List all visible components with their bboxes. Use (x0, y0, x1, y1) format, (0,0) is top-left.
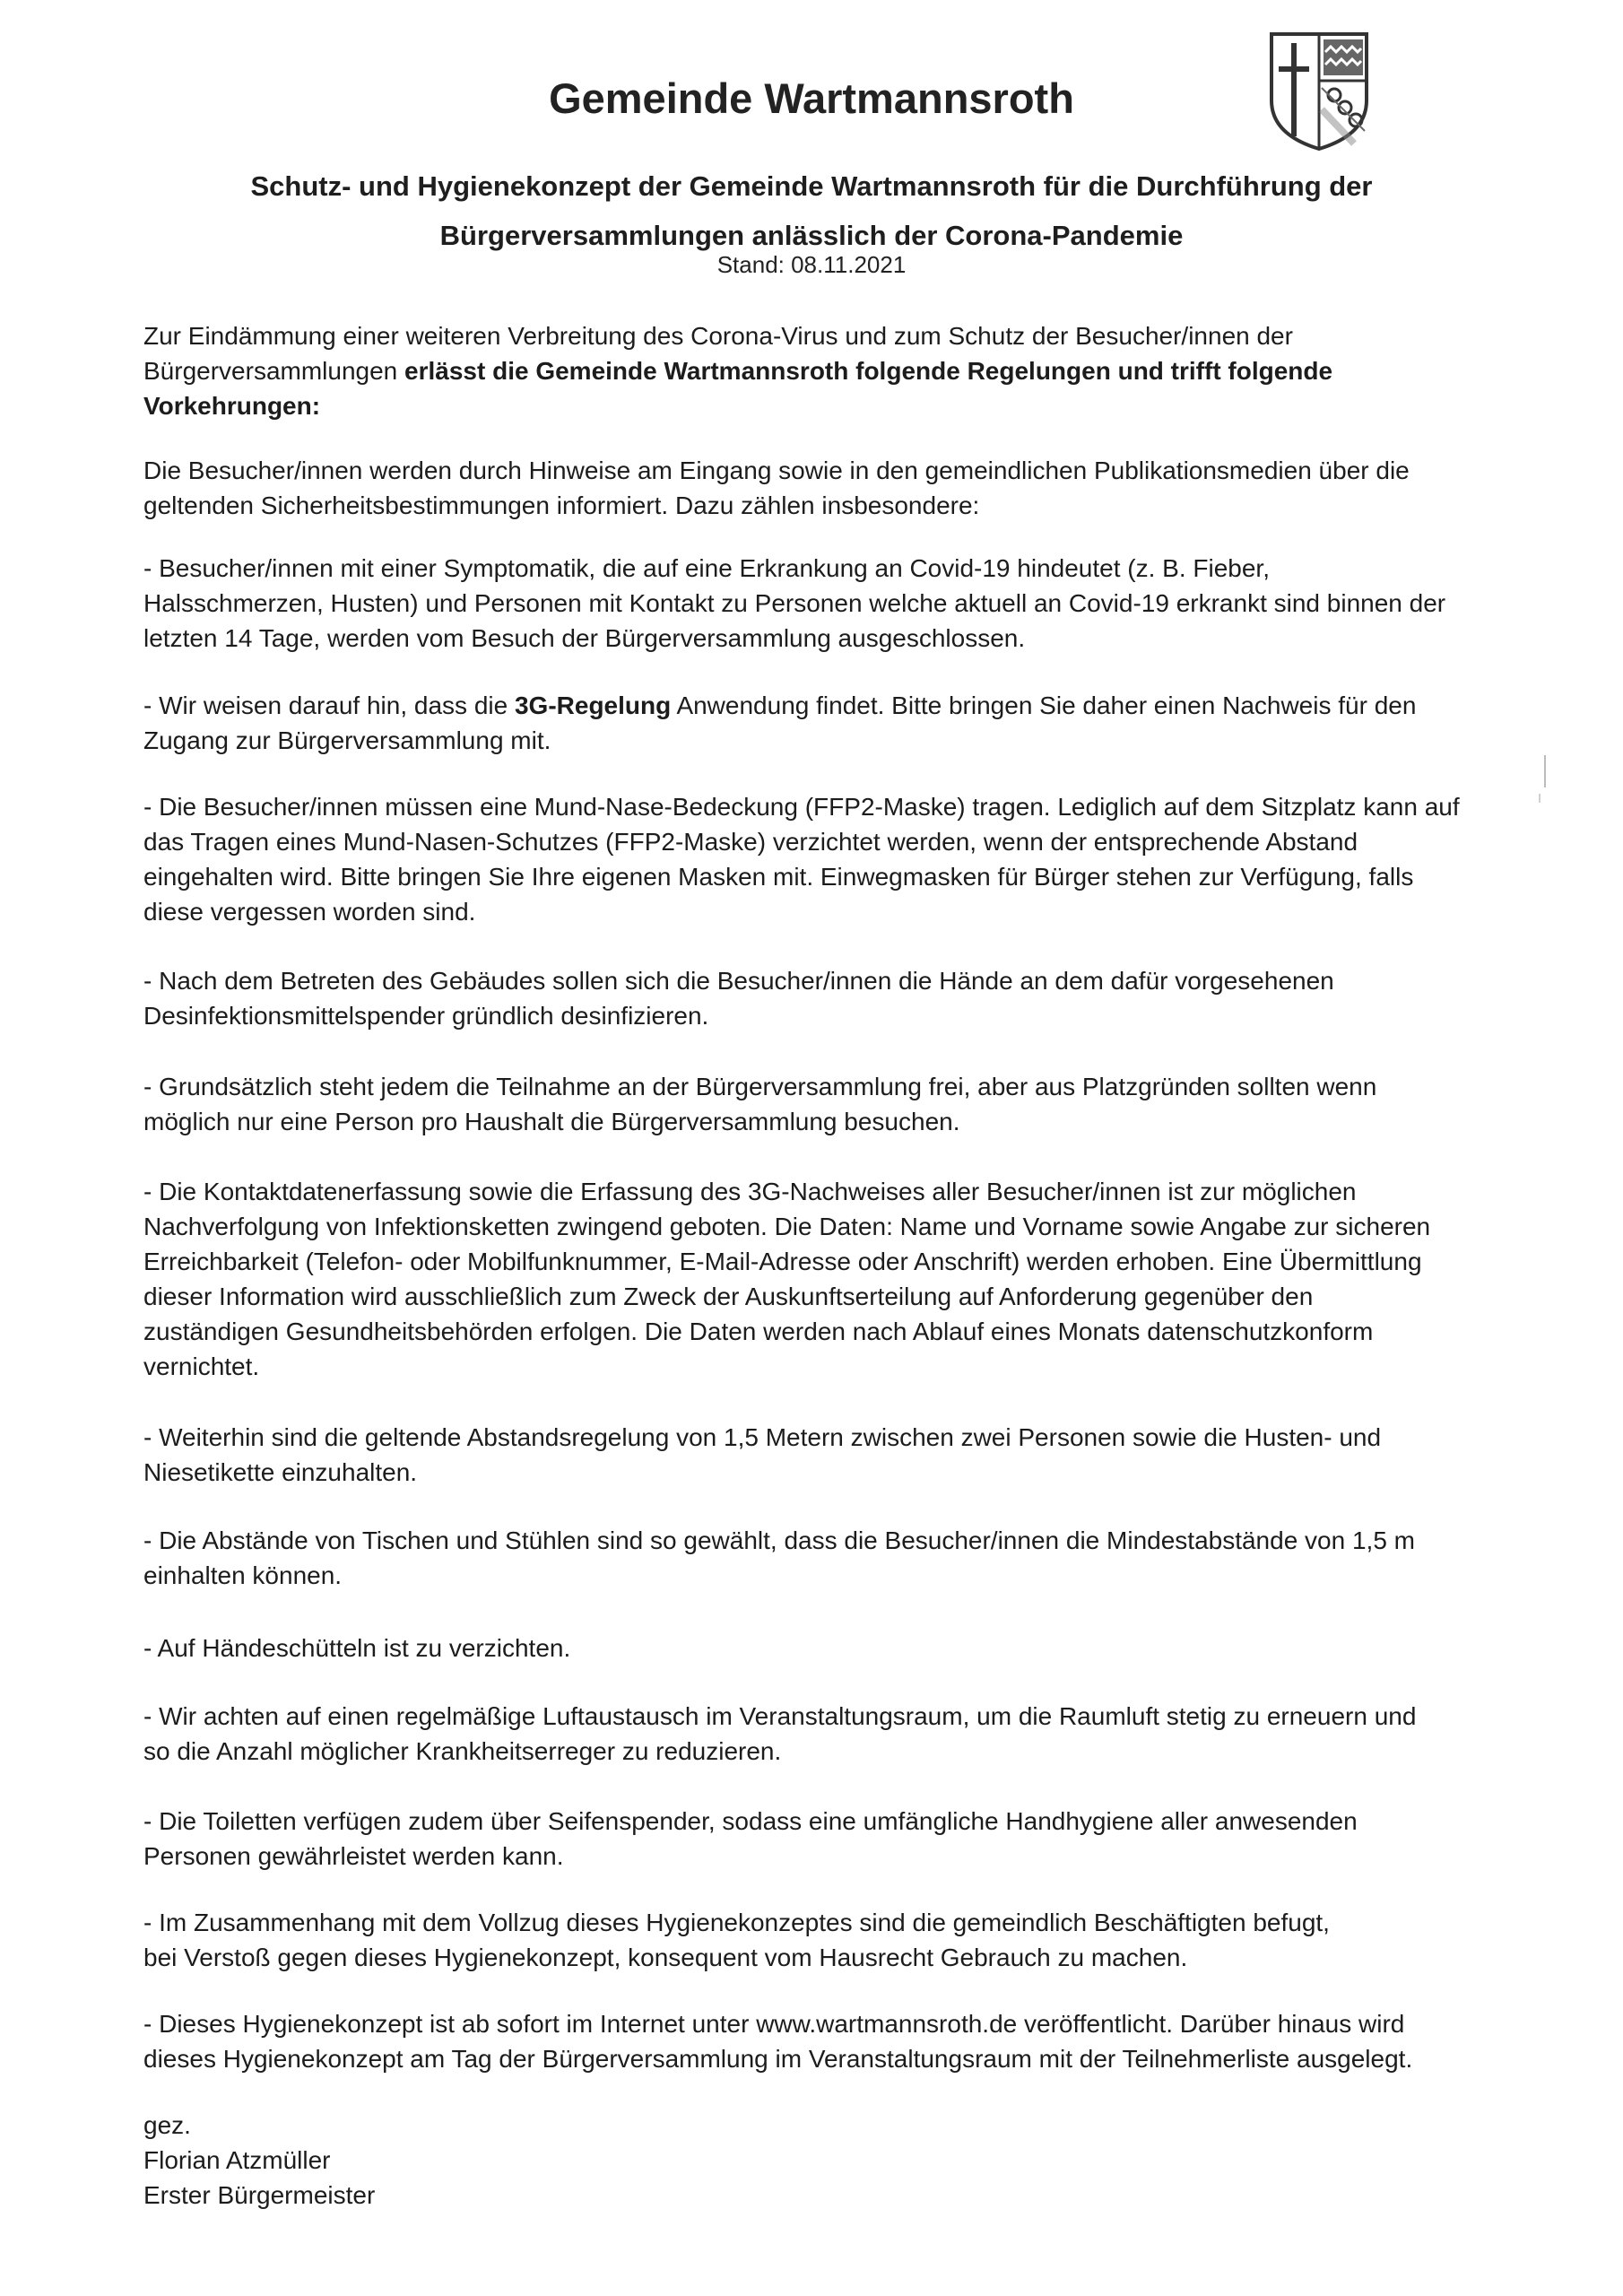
text-line: Zugang zur Bürgerversammlung mit. (143, 726, 551, 754)
text-line: geltenden Sicherheitsbestimmungen informiert. Dazu zählen insbesondere: (143, 491, 980, 519)
rule-paragraph (143, 1069, 1524, 1139)
text-line: Personen gewährleistet werden kann. (143, 1842, 564, 1870)
text-line: Halsschmerzen, Husten) und Personen mit Kontakt zu Personen welche aktuell an Covid-19 erkrankt sind binnen der (143, 589, 1446, 617)
info-paragraph (143, 453, 1524, 523)
text-line: - Die Kontaktdatenerfassung sowie die Erfassung des 3G-Nachweises aller Besucher/innen ist zur möglichen (143, 1178, 1357, 1205)
text-line: bei Verstoß gegen dieses Hygienekonzept, konsequent vom Hausrecht Gebrauch zu machen. (143, 1944, 1188, 1971)
text-segment: Anwendung findet. Bitte bringen Sie daher einen Nachweis für den (671, 691, 1417, 719)
text-line: zuständigen Gesundheitsbehörden erfolgen. Die Daten werden nach Ablauf eines Monats datenschutzkonform (143, 1318, 1374, 1345)
scan-artifact (1539, 794, 1541, 803)
text-line: letzten 14 Tage, werden vom Besuch der Bürgerversammlung ausgeschlossen. (143, 624, 1026, 652)
text-line: dieses Hygienekonzept am Tag der Bürgerversammlung im Veranstaltungsraum mit der Teilnehmerliste ausgelegt. (143, 2045, 1413, 2073)
text-line: - Dieses Hygienekonzept ist ab sofort im Internet unter www.wartmannsroth.de veröffentlicht. Darüber hinaus wird (143, 2010, 1405, 2038)
text-line: Nachverfolgung von Infektionsketten zwingend geboten. Die Daten: Name und Vorname sowie Angabe zur sicheren (143, 1213, 1431, 1240)
text-line: - Auf Händeschütteln ist zu verzichten. (143, 1634, 571, 1662)
text-line: Desinfektionsmittelspender gründlich desinfizieren. (143, 1002, 709, 1030)
text-line: möglich nur eine Person pro Haushalt die Bürgerversammlung besuchen. (143, 1108, 960, 1135)
rule-paragraph (143, 2006, 1524, 2076)
text-line (143, 688, 1524, 723)
signature-block (143, 2108, 375, 2213)
rule-paragraph (143, 1905, 1524, 1975)
document-subtitle (179, 161, 1444, 260)
rule-paragraph (143, 1174, 1524, 1384)
text-line: so die Anzahl möglicher Krankheitserreger zu reduzieren. (143, 1737, 782, 1765)
text-line: - Die Abstände von Tischen und Stühlen sind so gewählt, dass die Besucher/innen die Mindestabstände von 1,5 m (143, 1526, 1416, 1554)
text-line: Die Besucher/innen werden durch Hinweise am Eingang sowie in den gemeindlichen Publikationsmedien über die (143, 457, 1410, 484)
page-title: Gemeinde Wartmannsroth (549, 74, 1074, 122)
signature-gez: gez. (143, 2111, 191, 2139)
rule-paragraph (143, 1420, 1524, 1490)
text-line: diese vergessen worden sind. (143, 898, 476, 926)
bold-text: erlässt die Gemeinde Wartmannsroth folgende Regelungen und trifft folgende (404, 357, 1333, 385)
subtitle-line: Bürgerversammlungen anlässlich der Corona-Pandemie (439, 220, 1184, 251)
text-segment: Bürgerversammlungen (143, 357, 405, 385)
bold-text: 3G-Regelung (514, 691, 672, 719)
text-line: dieser Information wird ausschließlich zum Zweck der Auskunftserteilung auf Anforderung gegenüber den (143, 1283, 1314, 1310)
text-line: Niesetikette einzuhalten. (143, 1458, 418, 1486)
text-line: - Die Besucher/innen müssen eine Mund-Nase-Bedeckung (FFP2-Maske) tragen. Lediglich auf dem Sitzplatz kann auf (143, 793, 1460, 821)
text-line: Zur Eindämmung einer weiteren Verbreitung des Corona-Virus und zum Schutz der Besucher/innen der (143, 322, 1293, 350)
rule-paragraph (143, 789, 1524, 929)
text-line: - Im Zusammenhang mit dem Vollzug dieses Hygienekonzeptes sind die gemeindlich Beschäftigten befugt, (143, 1909, 1330, 1936)
rule-paragraph (143, 551, 1524, 656)
rule-paragraph (143, 688, 1524, 758)
rule-paragraph (143, 1523, 1524, 1593)
scan-artifact (1544, 755, 1546, 787)
document-date: Stand: 08.11.2021 (716, 251, 907, 278)
text-line: Erreichbarkeit (Telefon- oder Mobilfunknummer, E-Mail-Adresse oder Anschrift) werden erhoben. Eine Übermittlung (143, 1248, 1422, 1275)
text-line: - Wir achten auf einen regelmäßige Luftaustausch im Veranstaltungsraum, um die Raumluft stetig zu erneuern und (143, 1702, 1417, 1730)
signature-name: Florian Atzmüller (143, 2146, 331, 2174)
rule-paragraph (143, 1631, 1524, 1665)
text-line: - Nach dem Betreten des Gebäudes sollen sich die Besucher/innen die Hände an dem dafür vorgesehenen (143, 967, 1334, 995)
bold-text: Vorkehrungen: (143, 392, 321, 420)
text-line: vernichtet. (143, 1352, 260, 1380)
subtitle-line: Schutz- und Hygienekonzept der Gemeinde Wartmannsroth für die Durchführung der (250, 170, 1373, 202)
rule-paragraph (143, 963, 1524, 1033)
text-segment: - Wir weisen darauf hin, dass die (143, 691, 515, 719)
text-line: - Grundsätzlich steht jedem die Teilnahme an der Bürgerversammlung frei, aber aus Platzgründen sollten wenn (143, 1073, 1377, 1100)
rule-paragraph (143, 1699, 1524, 1769)
text-line: - Besucher/innen mit einer Symptomatik, die auf eine Erkrankung an Covid-19 hindeutet (z. B. Fieber, (143, 554, 1270, 582)
text-line: eingehalten wird. Bitte bringen Sie Ihre eigenen Masken mit. Einwegmasken für Bürger stehen zur Verfügung, falls (143, 863, 1414, 891)
text-line: einhalten können. (143, 1561, 343, 1589)
intro-paragraph (143, 318, 1524, 423)
text-line: das Tragen eines Mund-Nasen-Schutzes (FFP2-Maske) verzichtet werden, wenn der entsprechende Abstand (143, 828, 1358, 856)
rule-paragraph (143, 1804, 1524, 1874)
signature-role: Erster Bürgermeister (143, 2181, 376, 2209)
text-line (143, 353, 1524, 388)
text-line: - Die Toiletten verfügen zudem über Seifenspender, sodass eine umfängliche Handhygiene aller anwesenden (143, 1807, 1358, 1835)
text-line: - Weiterhin sind die geltende Abstandsregelung von 1,5 Metern zwischen zwei Personen sowie die Husten- und (143, 1423, 1382, 1451)
